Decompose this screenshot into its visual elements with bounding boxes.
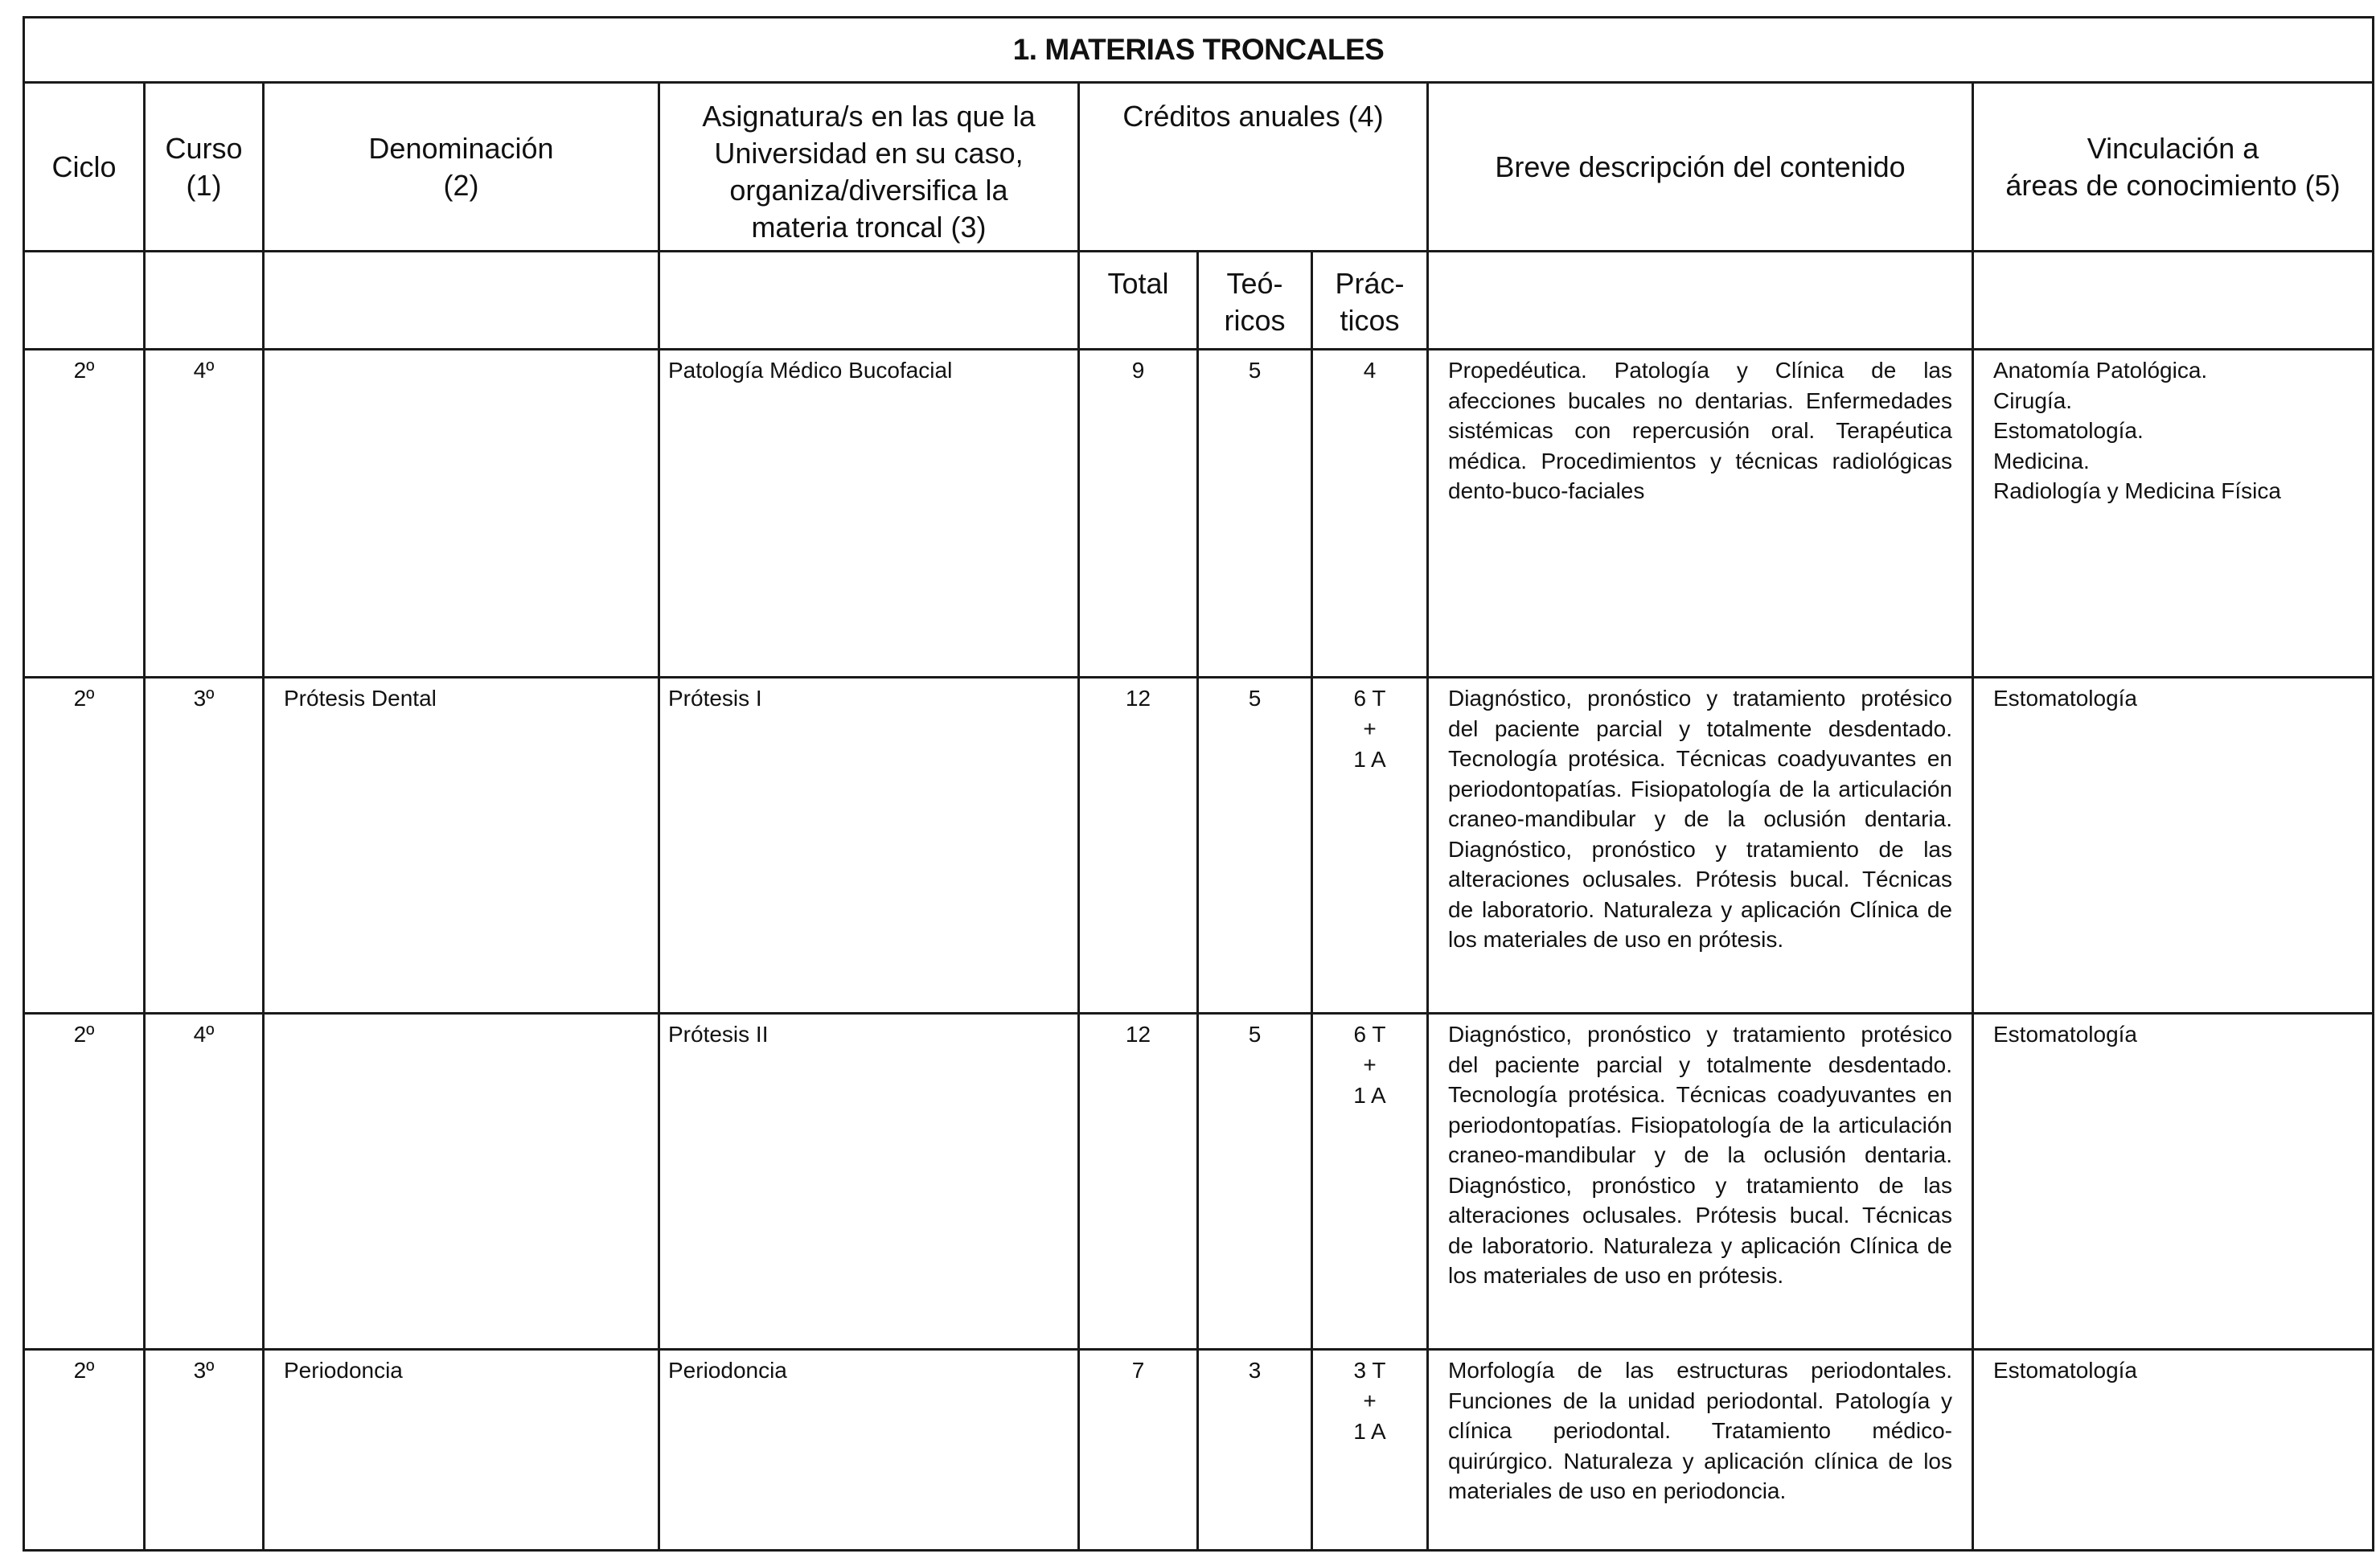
header-creditos: Créditos anuales (4) bbox=[1079, 83, 1428, 252]
cell-curso: 4º bbox=[145, 1014, 264, 1350]
table-row bbox=[24, 1350, 2374, 1551]
cell-ciclo: 2º bbox=[24, 678, 145, 1014]
header-denominacion: Denominación (2) bbox=[264, 83, 659, 252]
header-ciclo: Ciclo bbox=[24, 83, 145, 252]
cell-practicos: 6 T + 1 A bbox=[1312, 678, 1428, 1014]
subheader-empty bbox=[145, 252, 264, 350]
cell-curso: 3º bbox=[145, 678, 264, 1014]
table-title: 1. MATERIAS TRONCALES bbox=[24, 18, 2374, 83]
header-vinculacion: Vinculación a áreas de conocimiento (5) bbox=[1973, 83, 2374, 252]
cell-ciclo: 2º bbox=[24, 1014, 145, 1350]
subheader-teoricos: Teó- ricos bbox=[1198, 252, 1312, 350]
cell-areas: Estomatología bbox=[1973, 1350, 2374, 1551]
cell-areas: Estomatología bbox=[1973, 1014, 2374, 1350]
subheader-empty bbox=[24, 252, 145, 350]
cell-descripcion: Morfología de las estructuras periodontales. Funciones de la unidad periodontal. Patología y clínica periodontal. Tratamiento médico-quirúrgico. Naturaleza y aplicación clínica de los materiales de uso en periodoncia. bbox=[1428, 1350, 1973, 1551]
subheader-total: Total bbox=[1079, 252, 1198, 350]
cell-denominacion: Periodoncia bbox=[264, 1350, 659, 1551]
subheader-empty bbox=[1428, 252, 1973, 350]
cell-teoricos: 3 bbox=[1198, 1350, 1312, 1551]
cell-practicos: 3 T + 1 A bbox=[1312, 1350, 1428, 1551]
cell-teoricos: 5 bbox=[1198, 1014, 1312, 1350]
cell-denominacion bbox=[264, 350, 659, 678]
cell-descripcion: Propedéutica. Patología y Clínica de las afecciones bucales no dentarias. Enfermedades sistémicas con repercusión oral. Terapéutica médica. Procedimientos y técnicas radiológicas dento-buco-faciales bbox=[1428, 350, 1973, 678]
cell-total: 9 bbox=[1079, 350, 1198, 678]
table-row bbox=[24, 1014, 2374, 1350]
cell-ciclo: 2º bbox=[24, 350, 145, 678]
subheader-practicos: Prác- ticos bbox=[1312, 252, 1428, 350]
cell-asignatura: Prótesis II bbox=[659, 1014, 1079, 1350]
subheader-empty bbox=[1973, 252, 2374, 350]
subheader-empty bbox=[659, 252, 1079, 350]
header-descripcion: Breve descripción del contenido bbox=[1428, 83, 1973, 252]
cell-curso: 3º bbox=[145, 1350, 264, 1551]
cell-total: 12 bbox=[1079, 678, 1198, 1014]
header-curso: Curso (1) bbox=[145, 83, 264, 252]
cell-areas: Anatomía Patológica. Cirugía. Estomatología. Medicina. Radiología y Medicina Física bbox=[1973, 350, 2374, 678]
cell-asignatura: Prótesis I bbox=[659, 678, 1079, 1014]
cell-areas: Estomatología bbox=[1973, 678, 2374, 1014]
cell-descripcion: Diagnóstico, pronóstico y tratamiento protésico del paciente parcial y totalmente desdentado. Tecnología protésica. Técnicas coadyuvantes en periodontopatías. Fisiopatología de la articulación craneo-mandibular y de la oclusión dentaria. Diagnóstico, pronóstico y tratamiento de las alteraciones oclusales. Prótesis bucal. Técnicas de laboratorio. Naturaleza y aplicación Clínica de los materiales de uso en prótesis. bbox=[1428, 1014, 1973, 1350]
cell-practicos: 4 bbox=[1312, 350, 1428, 678]
cell-practicos: 6 T + 1 A bbox=[1312, 1014, 1428, 1350]
header-asignatura: Asignatura/s en las que la Universidad en su caso, organiza/diversifica la materia troncal (3) bbox=[659, 83, 1079, 252]
cell-denominacion: Prótesis Dental bbox=[264, 678, 659, 1014]
cell-ciclo: 2º bbox=[24, 1350, 145, 1551]
table-row bbox=[24, 678, 2374, 1014]
table-row bbox=[24, 350, 2374, 678]
cell-total: 12 bbox=[1079, 1014, 1198, 1350]
subheader-empty bbox=[264, 252, 659, 350]
cell-asignatura: Patología Médico Bucofacial bbox=[659, 350, 1079, 678]
materias-troncales-table bbox=[23, 16, 2374, 1552]
cell-teoricos: 5 bbox=[1198, 350, 1312, 678]
cell-denominacion bbox=[264, 1014, 659, 1350]
cell-total: 7 bbox=[1079, 1350, 1198, 1551]
cell-teoricos: 5 bbox=[1198, 678, 1312, 1014]
cell-descripcion: Diagnóstico, pronóstico y tratamiento protésico del paciente parcial y totalmente desdentado. Tecnología protésica. Técnicas coadyuvantes en periodontopatías. Fisiopatología de la articulación craneo-mandibular y de la oclusión dentaria. Diagnóstico, pronóstico y tratamiento de las alteraciones oclusales. Prótesis bucal. Técnicas de laboratorio. Naturaleza y aplicación Clínica de los materiales de uso en prótesis. bbox=[1428, 678, 1973, 1014]
cell-asignatura: Periodoncia bbox=[659, 1350, 1079, 1551]
cell-curso: 4º bbox=[145, 350, 264, 678]
